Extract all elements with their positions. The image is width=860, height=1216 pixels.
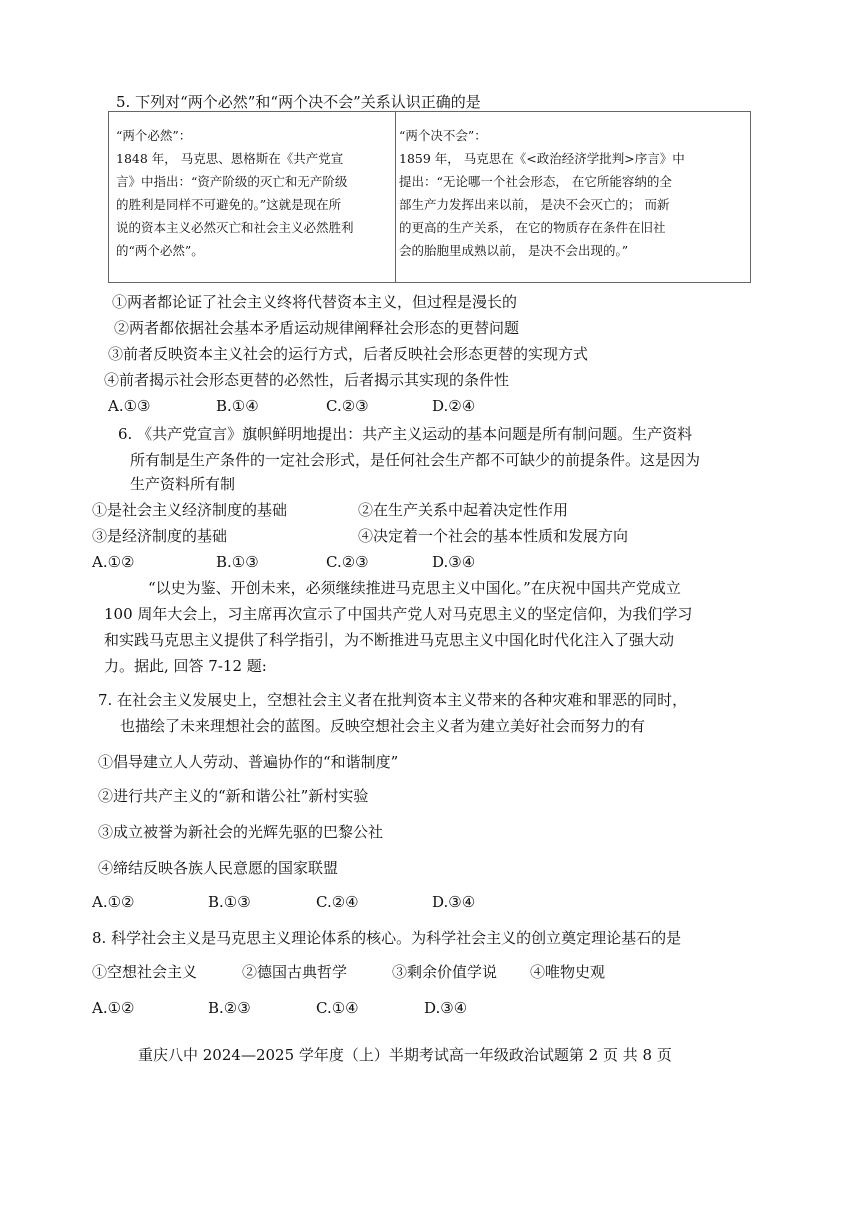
page-footer: 重庆八中 2024—2025 学年度（上）半期考试高一年级政治试题第 2 页 共 8 页 bbox=[138, 1046, 672, 1064]
q8-option: ②德国古典哲学 bbox=[242, 963, 348, 981]
right-cell bbox=[399, 124, 685, 262]
q8-option: ④唯物史观 bbox=[530, 963, 606, 981]
q8-option: ①空想社会主义 bbox=[92, 963, 198, 981]
q7-stem-line: 也描绘了未来理想社会的蓝图。反映空想社会主义者为建立美好社会而努力的有 bbox=[120, 717, 646, 735]
left-cell-line: 1848 年， 马克思、恩格斯在《共产党宣 bbox=[116, 151, 344, 166]
q7-option: ④缔结反映各族人民意愿的国家联盟 bbox=[98, 859, 339, 877]
q5-option: ①两者都论证了社会主义终将代替资本主义，但过程是漫长的 bbox=[112, 293, 518, 311]
right-cell-line: 提出：“无论哪一个社会形态， 在它所能容纳的全 bbox=[399, 174, 672, 189]
right-cell-line: 部生产力发挥出来以前， 是决不会灭亡的； 而新 bbox=[399, 197, 670, 212]
q5-stem: 5. 下列对“两个必然”和“两个决不会”关系认识正确的是 bbox=[116, 93, 481, 111]
q5-answer-a: A.①③ bbox=[108, 397, 151, 415]
q5-option: ②两者都依据社会基本矛盾运动规律阐释社会形态的更替问题 bbox=[114, 319, 520, 337]
material-line: 和实践马克思主义提供了科学指引，为不断推进马克思主义中国化时代化注入了强大动 bbox=[104, 631, 675, 649]
q6-stem-line: 生产资料所有制 bbox=[130, 475, 236, 493]
q8-answer-a: A.①② bbox=[92, 999, 135, 1017]
q7-answer-a: A.①② bbox=[92, 893, 135, 911]
q8-option: ③剩余价值学说 bbox=[392, 963, 498, 981]
q8-answer-b: B.②③ bbox=[208, 999, 251, 1017]
q6-answer-a: A.①② bbox=[92, 553, 135, 571]
left-cell-line: 言》中指出：“资产阶级的灭亡和无产阶级 bbox=[116, 174, 348, 189]
q6-answer-c: C.②③ bbox=[326, 553, 369, 571]
q6-option: ④决定着一个社会的基本性质和发展方向 bbox=[358, 527, 629, 545]
q5-answer-b: B.①④ bbox=[216, 397, 259, 415]
left-cell-line: 的“两个必然”。 bbox=[116, 243, 204, 258]
right-cell-line: “两个决不会”： bbox=[399, 128, 487, 143]
q8-answer-c: C.①④ bbox=[316, 999, 359, 1017]
q6-answer-b: B.①③ bbox=[216, 553, 259, 571]
q6-answer-d: D.③④ bbox=[432, 553, 476, 571]
q5-quote-table bbox=[108, 111, 751, 283]
material-line: 力。据此, 回答 7-12 题: bbox=[104, 657, 267, 675]
q7-stem-line: 7. 在社会主义发展史上，空想社会主义者在批判资本主义带来的各种灾难和罪恶的同时， bbox=[98, 691, 688, 709]
left-cell bbox=[116, 124, 354, 262]
left-cell-line: 的胜利是同样不可避免的。”这就是现在所 bbox=[116, 197, 342, 212]
q5-answer-c: C.②③ bbox=[326, 397, 369, 415]
right-cell-line: 会的胎胞里成熟以前， 是决不会出现的。” bbox=[399, 243, 629, 258]
right-cell-line: 的更高的生产关系， 在它的物质存在条件在旧社 bbox=[399, 220, 666, 235]
left-cell-line: 说的资本主义必然灭亡和社会主义必然胜利 bbox=[116, 220, 354, 235]
material-line: “以史为鉴、开创未来，必须继续推进马克思主义中国化。”在庆祝中国共产党成立 bbox=[148, 579, 681, 597]
table-divider bbox=[395, 112, 396, 282]
q7-answer-b: B.①③ bbox=[208, 893, 251, 911]
material-line: 100 周年大会上，习主席再次宣示了中国共产党人对马克思主义的坚定信仰，为我们学习 bbox=[104, 605, 693, 623]
q7-answer-d: D.③④ bbox=[432, 893, 476, 911]
q7-answer-c: C.②④ bbox=[316, 893, 359, 911]
q5-answer-d: D.②④ bbox=[432, 397, 476, 415]
q7-option: ②进行共产主义的“新和谐公社”新村实验 bbox=[98, 787, 369, 805]
q6-stem-line: 6. 《共产党宣言》旗帜鲜明地提出：共产主义运动的基本问题是所有制问题。生产资料 bbox=[118, 425, 693, 443]
q8-answer-d: D.③④ bbox=[424, 999, 468, 1017]
q6-stem-line: 所有制是生产条件的一定社会形式，是任何社会生产都不可缺少的前提条件。这是因为 bbox=[130, 451, 701, 469]
right-cell-line: 1859 年， 马克思在《<政治经济学批判>序言》中 bbox=[399, 151, 685, 166]
q6-option: ③是经济制度的基础 bbox=[92, 527, 228, 545]
left-cell-line: “两个必然”： bbox=[116, 128, 192, 143]
q6-option: ①是社会主义经济制度的基础 bbox=[92, 501, 288, 519]
q7-option: ①倡导建立人人劳动、普遍协作的“和谐制度” bbox=[98, 753, 399, 771]
q8-stem: 8. 科学社会主义是马克思主义理论体系的核心。为科学社会主义的创立奠定理论基石的是 bbox=[92, 929, 682, 947]
q5-option: ③前者反映资本主义社会的运行方式，后者反映社会形态更替的实现方式 bbox=[108, 345, 589, 363]
q7-option: ③成立被誉为新社会的光辉先驱的巴黎公社 bbox=[98, 823, 384, 841]
q5-option: ④前者揭示社会形态更替的必然性，后者揭示其实现的条件性 bbox=[104, 371, 510, 389]
q6-option: ②在生产关系中起着决定性作用 bbox=[358, 501, 569, 519]
